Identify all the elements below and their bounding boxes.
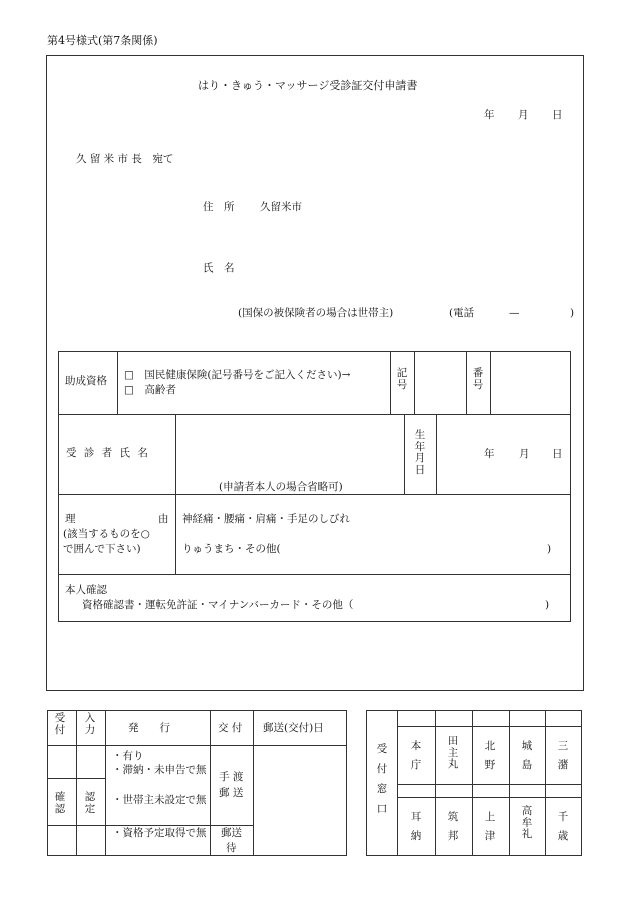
phone-open: (電話 [449,307,475,319]
identity-label: 本人確認 [65,584,107,596]
kofu-yuso: 郵 送 [219,787,244,799]
reason-label-left: 理 [65,513,76,525]
office-mizuma: 三潴 [557,740,569,772]
reason-instruction-1: (該当するものを○ [63,528,150,540]
office-jojima: 城島 [521,740,533,772]
status-shikaku: ・資格予定取得で無 [112,827,207,839]
phone-close: ) [570,307,575,319]
office-minou: 耳納 [410,811,422,843]
patient-note: (申請者本人の場合省略可) [219,481,343,493]
office-hakko: 発 行 [128,722,170,734]
reason-instruction-2: で囲んで下さい) [63,543,141,555]
dob-label: 生年月日 [414,429,426,476]
status-tainou: ・滞納・未申告で無 [112,764,207,776]
kofu-yuso-machi-2: 待 [226,842,237,854]
address-value[interactable]: 久留米市 [260,201,302,213]
subsidy-option-nhi[interactable]: □ 国民健康保険(記号番号をご記入ください)→ [124,369,351,381]
addressee: 久 留 米 市 長 宛て [76,153,174,165]
identity-docs[interactable]: 資格確認書・運転免許証・マイナンバーカード・その他（ [82,599,354,611]
reception-window-label: 受付窓口 [376,743,388,815]
office-chitose: 千歳 [557,811,569,843]
reason-close: ) [547,543,552,555]
name-label: 氏 名 [203,262,235,274]
reception-window-table [366,710,582,856]
dob-year[interactable]: 年 [484,448,495,460]
symbol-label: 記号 [396,367,408,391]
phone-dash: — [509,307,520,319]
office-kakunin: 確認 [54,791,66,815]
dob-day[interactable]: 日 [552,448,563,460]
office-chikuhou: 筑邦 [447,811,459,843]
date-year[interactable]: 年 [484,109,495,121]
reason-options-1[interactable]: 神経痛・腰痛・肩痛・手足のしびれ [182,513,350,525]
subsidy-option-elderly[interactable]: □ 高齢者 [124,384,176,396]
office-nintei: 認定 [84,791,96,815]
reason-options-2[interactable]: りゅうまち・その他( [182,543,281,555]
status-setainushi: ・世帯主未設定で無 [112,794,207,806]
patient-label: 受 診 者 氏 名 [66,447,150,459]
household-note: (国保の被保険者の場合は世帯主) [238,307,394,319]
office-kouzu: 上津 [484,811,496,843]
number-label: 番号 [472,367,484,391]
office-kofu: 交 付 [218,722,243,734]
office-uketsuke: 受付 [54,712,66,736]
reason-label-right: 由 [158,513,169,525]
kofu-yuso-machi-1: 郵送 [221,827,242,839]
form-number: 第4号様式(第7条関係) [47,34,158,47]
form-title: はり・きゅう・マッサージ受診証交付申請書 [198,79,418,92]
office-honcho: 本庁 [410,740,422,772]
subsidy-label: 助成資格 [65,375,107,387]
office-yuso-date: 郵送(交付)日 [263,722,324,734]
status-ari: ・有り [112,750,144,762]
identity-close: ) [545,599,550,611]
office-kitano: 北野 [484,740,496,772]
dob-month[interactable]: 月 [519,448,530,460]
office-nyuryoku: 入力 [84,712,96,736]
office-tanushimaru: 田主丸 [447,735,459,771]
date-day[interactable]: 日 [552,109,563,121]
address-label: 住 所 [203,201,235,213]
kofu-tewatashi: 手 渡 [219,771,244,783]
date-month[interactable]: 月 [518,109,529,121]
office-takamure: 高牟礼 [521,805,533,841]
